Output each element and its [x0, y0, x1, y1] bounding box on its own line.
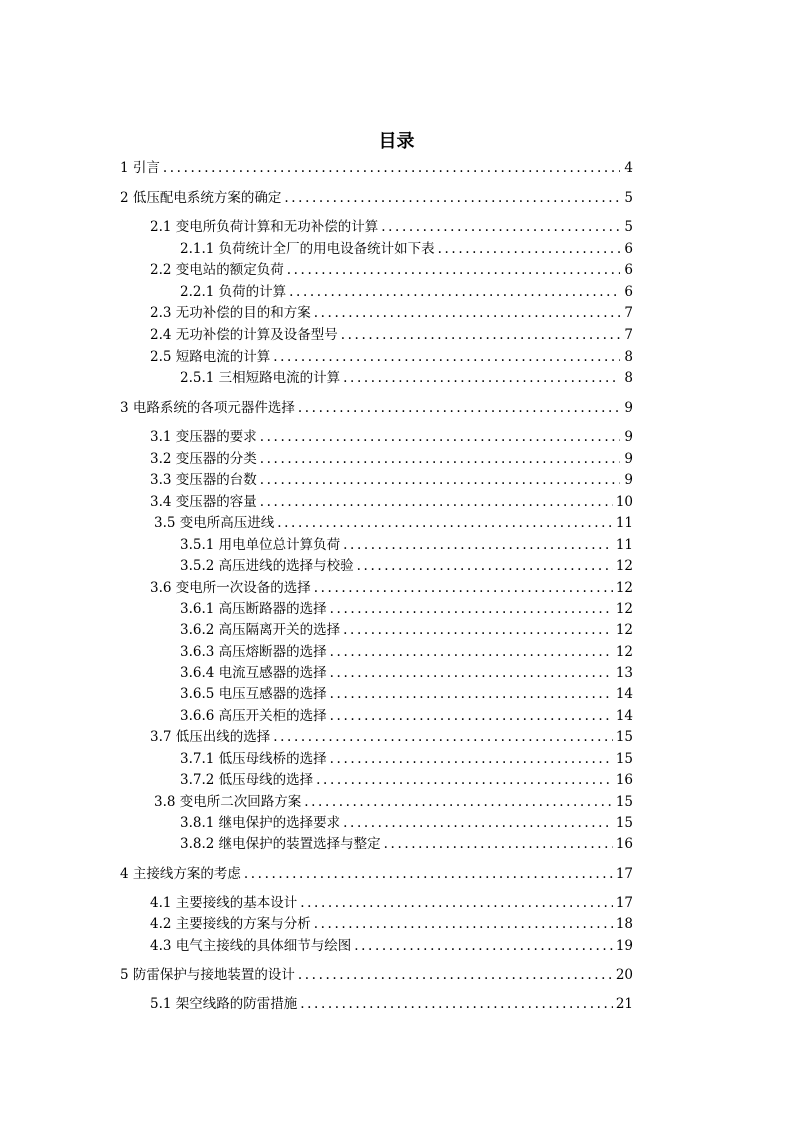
toc-entry-page-number: 12 [615, 622, 633, 638]
toc-dot-leader [343, 535, 613, 555]
toc-entry[interactable] [150, 449, 633, 469]
toc-entry[interactable] [154, 792, 633, 812]
toc-entry-page-number: 16 [615, 836, 633, 852]
toc-entry-label: 3.8.2 继电保护的装置选择与整定 [180, 836, 381, 852]
toc-entry-label: 2.3 无功补偿的目的和方案 [150, 305, 311, 321]
toc-dot-leader [244, 864, 613, 884]
toc-entry-label: 3.8.1 继电保护的选择要求 [180, 815, 341, 831]
toc-entry[interactable] [180, 642, 633, 662]
toc-entry-label: 4.1 主要接线的基本设计 [150, 895, 298, 911]
toc-dot-leader [260, 492, 613, 512]
toc-entry-page-number: 6 [624, 241, 633, 257]
page-title: 目录 [378, 131, 415, 152]
toc-entry-label: 3.5.2 高压进线的选择与校验 [180, 558, 354, 574]
toc-entry-label: 3.7.2 低压母线的选择 [180, 772, 314, 788]
toc-dot-leader [273, 727, 613, 747]
toc-entry-label: 3.5.1 用电单位总计算负荷 [180, 537, 341, 553]
toc-entry-page-number: 15 [615, 794, 633, 810]
toc-entry-page-number: 19 [615, 938, 633, 954]
toc-entry-page-number: 18 [615, 916, 633, 932]
toc-dot-leader [260, 470, 620, 490]
toc-entry-page-number: 6 [624, 284, 633, 300]
toc-entry-label: 2.5 短路电流的计算 [150, 349, 271, 365]
toc-entry-page-number: 8 [624, 370, 633, 386]
toc-dot-leader [284, 188, 620, 208]
toc-entry[interactable] [120, 188, 633, 208]
toc-entry-label: 3.6.4 电流互感器的选择 [180, 665, 327, 681]
toc-dot-leader [330, 642, 613, 662]
toc-entry[interactable] [120, 158, 633, 178]
toc-entry-label: 3.3 变压器的台数 [150, 472, 257, 488]
toc-dot-leader [384, 834, 613, 854]
toc-entry-label: 2.1 变电所负荷计算和无功补偿的计算 [150, 219, 379, 235]
toc-entry-label: 3.6 变电所一次设备的选择 [150, 580, 311, 596]
toc-entry[interactable] [180, 770, 633, 790]
toc-entry-page-number: 5 [624, 219, 633, 235]
toc-dot-leader [357, 556, 613, 576]
toc-dot-leader [330, 706, 613, 726]
toc-dot-leader [330, 599, 613, 619]
toc-entry-label: 3.2 变压器的分类 [150, 451, 257, 467]
toc-entry[interactable] [150, 893, 633, 913]
toc-entry[interactable] [150, 936, 633, 956]
toc-entry-label: 2.2.1 负荷的计算 [180, 284, 287, 300]
toc-entry-page-number: 17 [615, 895, 633, 911]
toc-entry-page-number: 15 [615, 729, 633, 745]
toc-entry[interactable] [180, 556, 633, 576]
toc-entry-page-number: 6 [624, 262, 633, 278]
toc-entry[interactable] [120, 398, 633, 418]
toc-entry-page-number: 9 [624, 400, 633, 416]
toc-entry-label: 2 低压配电系统方案的确定 [120, 190, 282, 206]
toc-dot-leader [314, 303, 620, 323]
toc-entry-label: 3.6.3 高压熔断器的选择 [180, 644, 327, 660]
toc-entry-label: 3.7.1 低压母线桥的选择 [180, 751, 327, 767]
toc-entry-page-number: 17 [615, 866, 633, 882]
toc-entry[interactable] [120, 864, 633, 884]
toc-entry-page-number: 21 [615, 996, 633, 1012]
toc-entry[interactable] [180, 282, 633, 302]
toc-entry-page-number: 13 [615, 665, 633, 681]
toc-entry[interactable] [150, 260, 633, 280]
toc-entry-label: 3.6.5 电压互感器的选择 [180, 686, 327, 702]
toc-entry[interactable] [150, 492, 633, 512]
toc-dot-leader [163, 158, 620, 178]
toc-entry-label: 2.1.1 负荷统计全厂的用电设备统计如下表 [180, 241, 435, 257]
toc-dot-leader [298, 965, 613, 985]
toc-dot-leader [260, 449, 620, 469]
toc-entry[interactable] [180, 834, 633, 854]
toc-entry[interactable] [120, 965, 633, 985]
toc-entry[interactable] [180, 663, 633, 683]
toc-entry-page-number: 9 [624, 429, 633, 445]
toc-entry-label: 3.6.1 高压断路器的选择 [180, 601, 327, 617]
toc-entry[interactable] [154, 513, 633, 533]
toc-dot-leader [341, 325, 620, 345]
toc-entry[interactable] [180, 706, 633, 726]
toc-entry-page-number: 20 [615, 967, 633, 983]
toc-dot-leader [438, 239, 620, 259]
toc-dot-leader [330, 663, 613, 683]
toc-entry[interactable] [180, 813, 633, 833]
toc-entry[interactable] [180, 599, 633, 619]
toc-dot-leader [260, 427, 620, 447]
toc-entry[interactable] [180, 239, 633, 259]
toc-dot-leader [314, 914, 613, 934]
toc-entry[interactable] [150, 427, 633, 447]
toc-entry-label: 5 防雷保护与接地装置的设计 [120, 967, 295, 983]
toc-entry-page-number: 9 [624, 451, 633, 467]
toc-entry[interactable] [150, 470, 633, 490]
toc-entry-label: 4 主接线方案的考虑 [120, 866, 241, 882]
toc-entry-label: 2.4 无功补偿的计算及设备型号 [150, 327, 338, 343]
toc-entry-page-number: 14 [615, 686, 633, 702]
toc-entry-label: 3.7 低压出线的选择 [150, 729, 271, 745]
toc-entry-label: 3.5 变电所高压进线 [154, 515, 275, 531]
toc-entry-page-number: 11 [615, 515, 633, 531]
toc-dot-leader [273, 347, 620, 367]
toc-entry-label: 3.4 变压器的容量 [150, 494, 257, 510]
toc-dot-leader [314, 578, 613, 598]
toc-entry-label: 3.6.6 高压开关柜的选择 [180, 708, 327, 724]
toc-dot-leader [304, 792, 613, 812]
toc-dot-leader [316, 770, 613, 790]
toc-entry-page-number: 10 [615, 494, 633, 510]
toc-entry-page-number: 8 [624, 349, 633, 365]
toc-entry-label: 3.8 变电所二次回路方案 [154, 794, 302, 810]
toc-entry-label: 4.2 主要接线的方案与分析 [150, 916, 311, 932]
toc-entry-label: 3 电路系统的各项元器件选择 [120, 400, 295, 416]
toc-entry-page-number: 14 [615, 708, 633, 724]
toc-dot-leader [343, 620, 613, 640]
toc-dot-leader [289, 282, 620, 302]
toc-entry[interactable] [150, 217, 633, 237]
toc-entry-page-number: 9 [624, 472, 633, 488]
toc-entry-page-number: 7 [624, 327, 633, 343]
toc-entry-page-number: 16 [615, 772, 633, 788]
toc-entry-label: 4.3 电气主接线的具体细节与绘图 [150, 938, 352, 954]
toc-entry-page-number: 11 [615, 537, 633, 553]
toc-entry-page-number: 12 [615, 601, 633, 617]
toc-entry[interactable] [150, 994, 633, 1014]
toc-entry[interactable] [150, 325, 633, 345]
toc-entry-page-number: 12 [615, 580, 633, 596]
toc-dot-leader [277, 513, 613, 533]
toc-entry-label: 2.5.1 三相短路电流的计算 [180, 370, 341, 386]
toc-dot-leader [354, 936, 613, 956]
toc-dot-leader [300, 893, 613, 913]
toc-dot-leader [287, 260, 620, 280]
toc-entry-label: 1 引言 [120, 160, 160, 176]
toc-entry-label: 5.1 架空线路的防雷措施 [150, 996, 298, 1012]
toc-dot-leader [300, 994, 613, 1014]
toc-entry[interactable] [180, 535, 633, 555]
toc-entry[interactable] [150, 303, 633, 323]
toc-entry-label: 2.2 变电站的额定负荷 [150, 262, 284, 278]
toc-entry-label: 3.6.2 高压隔离开关的选择 [180, 622, 341, 638]
toc-entry-page-number: 5 [624, 190, 633, 206]
toc-dot-leader [343, 813, 613, 833]
toc-dot-leader [298, 398, 620, 418]
toc-entry[interactable] [150, 727, 633, 747]
toc-entry[interactable] [180, 749, 633, 769]
toc-entry-label: 3.1 变压器的要求 [150, 429, 257, 445]
toc-dot-leader [381, 217, 620, 237]
toc-entry-page-number: 12 [615, 558, 633, 574]
toc-entry-page-number: 4 [624, 160, 633, 176]
toc-entry[interactable] [180, 368, 633, 388]
toc-entry-page-number: 15 [615, 751, 633, 767]
toc-entry-page-number: 7 [624, 305, 633, 321]
toc-entry[interactable] [150, 578, 633, 598]
toc-entry-page-number: 15 [615, 815, 633, 831]
toc-dot-leader [330, 684, 613, 704]
toc-dot-leader [343, 368, 620, 388]
toc-entry-page-number: 12 [615, 644, 633, 660]
toc-entry[interactable] [150, 914, 633, 934]
toc-entry[interactable] [150, 347, 633, 367]
toc-dot-leader [330, 749, 613, 769]
toc-entry[interactable] [180, 684, 633, 704]
toc-entry[interactable] [180, 620, 633, 640]
